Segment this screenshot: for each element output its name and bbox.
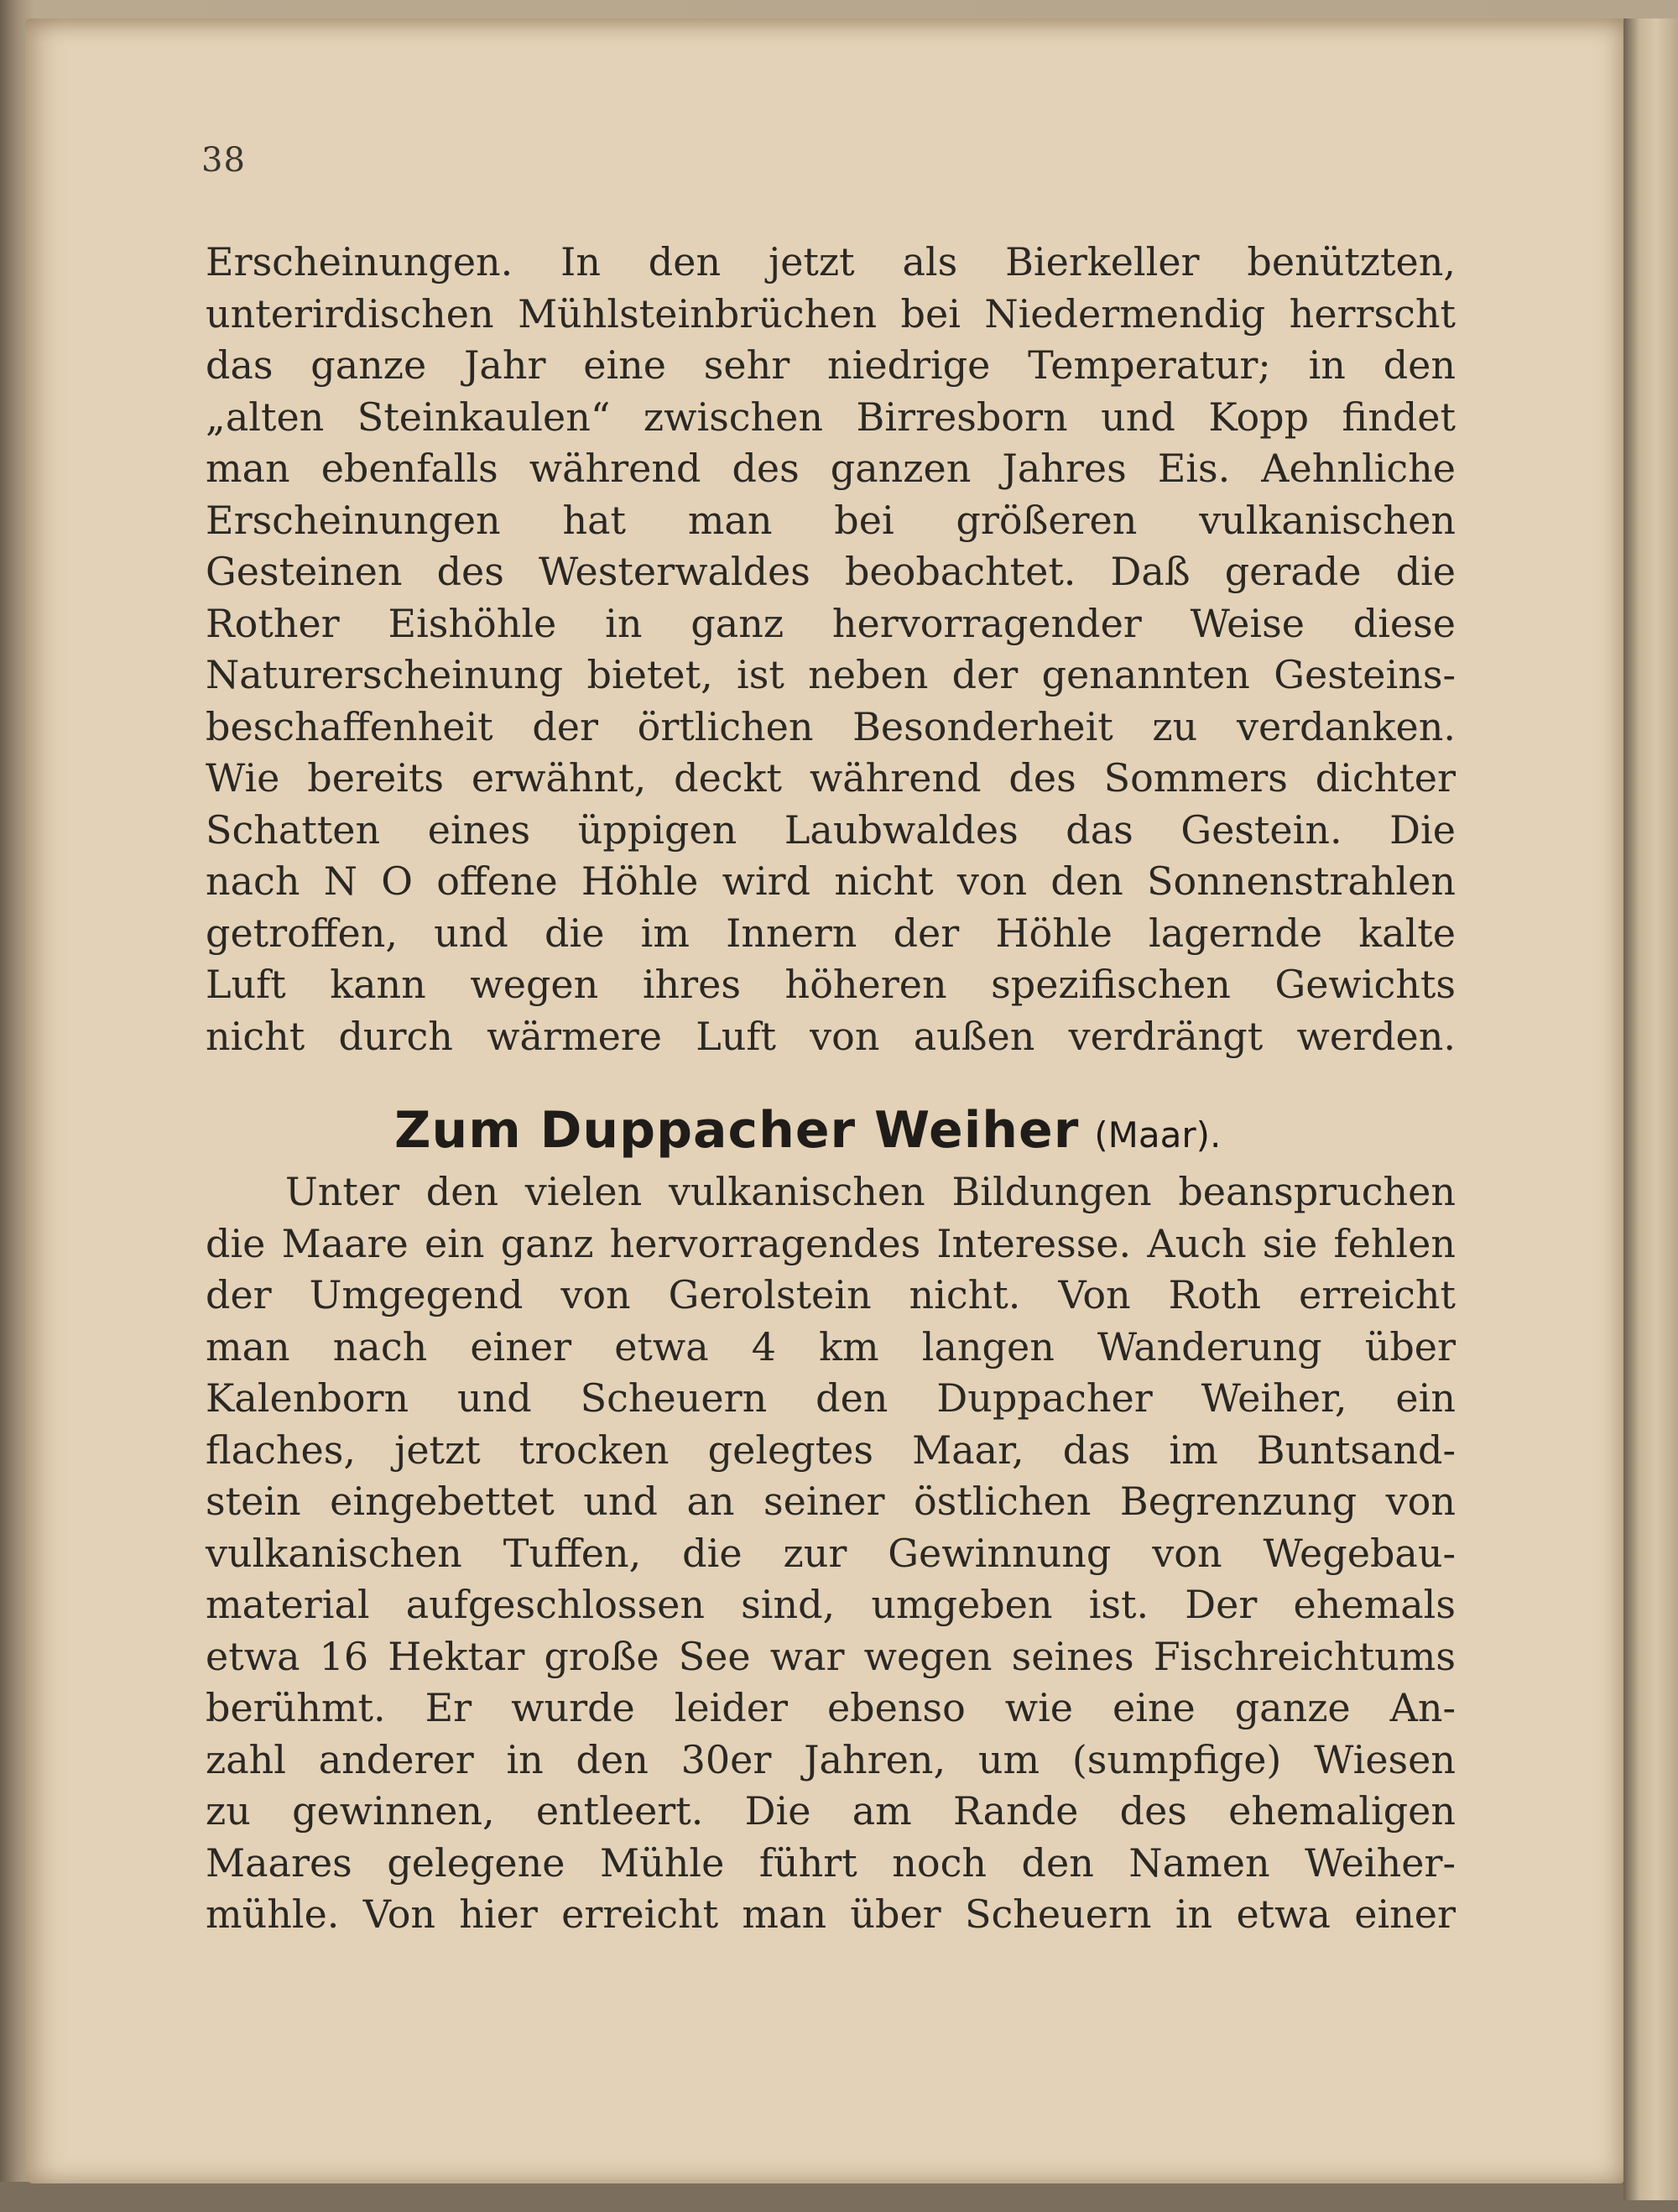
text-line: Schatten eines üppigen Laubwaldes das Gestein. Die: [206, 806, 1456, 853]
text-line: berühmt. Er wurde leider ebenso wie eine ganze An-: [206, 1685, 1456, 1730]
section-subtitle: (Maar).: [1094, 1114, 1222, 1156]
text-line: getroffen, und die im Innern der Höhle lagernde kalte: [206, 910, 1456, 956]
text-line: man ebenfalls während des ganzen Jahres Eis. Aehnliche: [206, 446, 1456, 491]
text-line: vulkanischen Tuffen, die zur Gewinnung von Wegebau-: [206, 1530, 1456, 1576]
text-line: Naturerscheinung bietet, ist neben der genannten Gesteins-: [206, 652, 1456, 697]
text-line: etwa 16 Hektar große See war wegen seines Fischreichtums: [206, 1633, 1456, 1679]
text-line: mühle. Von hier erreicht man über Scheuern in etwa einer: [206, 1891, 1456, 1937]
text-line: Gesteinen des Westerwaldes beobachtet. Daß gerade die: [206, 549, 1456, 594]
text-line: Rother Eishöhle in ganz hervorragender Weise diese: [206, 600, 1456, 646]
text-line: man nach einer etwa 4 km langen Wanderung über: [206, 1323, 1456, 1369]
text-line: die Maare ein ganz hervorragendes Interesse. Auch sie fehlen: [206, 1220, 1456, 1266]
text-line: das ganze Jahr eine sehr niedrige Temperatur; in den: [206, 342, 1456, 388]
facing-page-edge: [1623, 18, 1678, 2200]
text-line: Erscheinungen. In den jetzt als Bierkeller benützten,: [206, 239, 1456, 284]
text-line: beschaffenheit der örtlichen Besonderheit zu verdanken.: [206, 703, 1456, 749]
text-line: zu gewinnen, entleert. Die am Rande des ehemaligen: [206, 1788, 1456, 1834]
text-line: nach N O offene Höhle wird nicht von den Sonnenstrahlen: [206, 858, 1456, 904]
text-line: material aufgeschlossen sind, umgeben ist. Der ehemals: [206, 1582, 1456, 1627]
text-line: unterirdischen Mühlsteinbrüchen bei Niedermendig herrscht: [206, 290, 1456, 336]
section-title: Zum Duppacher Weiher: [394, 1101, 1080, 1160]
text-line: Luft kann wegen ihres höheren spezifischen Gewichts: [206, 962, 1456, 1007]
text-line: zahl anderer in den 30er Jahren, um (sumpfige) Wiesen: [206, 1736, 1456, 1782]
text-line: nicht durch wärmere Luft von außen verdrängt werden.: [206, 1013, 1456, 1059]
text-line: Unter den vielen vulkanischen Bildungen beanspruchen: [285, 1169, 1456, 1214]
text-line: stein eingebettet und an seiner östlichen Begrenzung von: [206, 1479, 1456, 1524]
text-line: Erscheinungen hat man bei größeren vulkanischen: [206, 497, 1456, 543]
text-line: Wie bereits erwähnt, deckt während des Sommers dichter: [206, 755, 1456, 801]
text-line: flaches, jetzt trocken gelegtes Maar, das im Buntsand-: [206, 1427, 1456, 1473]
page-number: 38: [201, 141, 246, 180]
text-line: „alten Steinkaulen“ zwischen Birresborn und Kopp findet: [206, 394, 1456, 440]
text-line: der Umgegend von Gerolstein nicht. Von Roth erreicht: [206, 1272, 1456, 1317]
paragraph-ice-cave: [206, 237, 1456, 1062]
paragraph-duppacher-weiher: [206, 1166, 1456, 1941]
section-heading: [394, 1101, 1317, 1168]
text-line: Maares gelegene Mühle führt noch den Namen Weiher-: [206, 1839, 1456, 1886]
book-edge: [0, 2182, 1678, 2212]
text-line: Kalenborn und Scheuern den Duppacher Weiher, ein: [206, 1375, 1456, 1421]
